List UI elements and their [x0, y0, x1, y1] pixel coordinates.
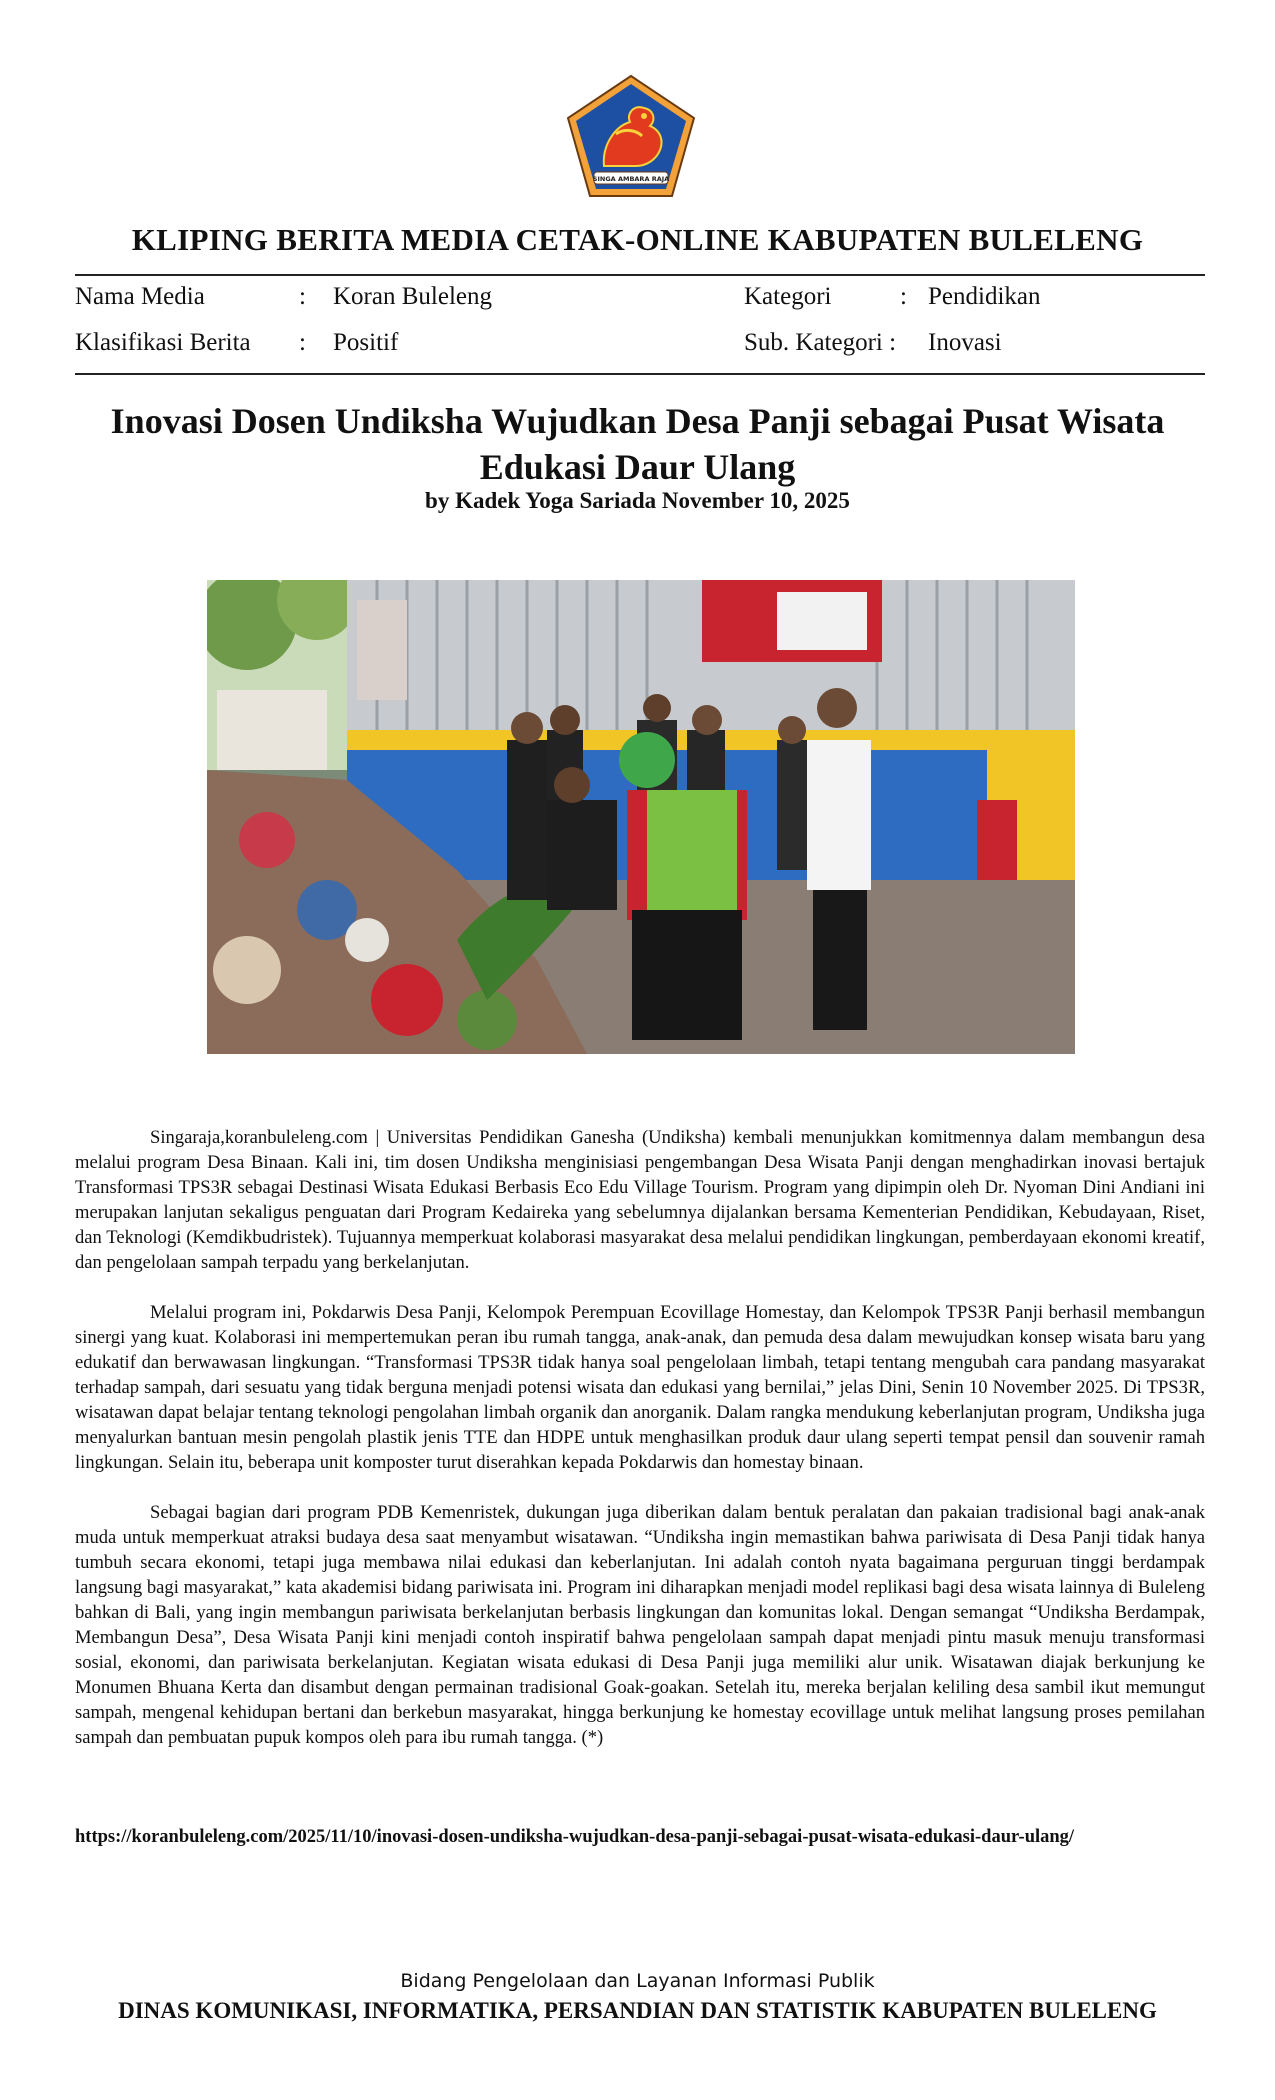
clipping-title: KLIPING BERITA MEDIA CETAK-ONLINE KABUPATEN BULELENG [131, 222, 1144, 257]
article-photo [207, 580, 1075, 1054]
regency-emblem-logo [564, 74, 698, 200]
sub-kategori-label: Sub. Kategori : [744, 329, 897, 356]
media-colon: : [299, 283, 306, 310]
svg-text:SINGA AMBARA RAJA: SINGA AMBARA RAJA [592, 175, 670, 183]
sub-kategori-value: Inovasi [928, 329, 1002, 356]
article-paragraph-2: Melalui program ini, Pokdarwis Desa Panji, Kelompok Perempuan Ecovillage Homestay, dan Kelompok TPS3R Panji berhasil membangun sinergi yang kuat. Kolaborasi ini mempertemukan peran ibu rumah tangga, anak-anak, dan pemuda desa dalam mewujudkan konsep wisata baru yang edukatif dan berwawasan lingkungan. “Transformasi TPS3R tidak hanya soal pengelolaan limbah, tetapi tentang mengubah cara pandang masyarakat terhadap sampah, dari sesuatu yang tidak berguna menjadi potensi wisata dan edukasi yang bernilai,” jelas Dini, Senin 10 November 2025. Di TPS3R, wisatawan dapat belajar tentang teknologi pengolahan limbah organik dan anorganik. Dalam rangka mendukung keberlanjutan program, Undiksha juga menyalurkan bantuan mesin pengolah plastik jenis TTE dan HDPE untuk menghasilkan produk daur ulang seperti tempat pensil dan souvenir ramah lingkungan. Selain itu, beberapa unit komposter turut diserahkan kepada Pokdarwis dan homestay binaan. [75, 1302, 1205, 1473]
klasifikasi-label: Klasifikasi Berita [75, 329, 251, 356]
article-paragraph-3: Sebagai bagian dari program PDB Kemenristek, dukungan juga diberikan dalam bentuk peralatan dan pakaian tradisional bagi anak-anak muda untuk memperkuat atraksi budaya desa saat menyambut wisatawan. “Undiksha ingin memastikan bahwa pariwisata di Desa Panji tidak hanya tumbuh secara ekonomi, tetapi juga membawa nilai edukasi dan keberlanjutan. Ini adalah contoh nyata bagaimana perguruan tinggi berdampak langsung bagi masyarakat,” kata akademisi bidang pariwisata ini. Program ini diharapkan menjadi model replikasi bagi desa wisata lainnya di Buleleng bahkan di Bali, yang ingin membangun pariwisata berkelanjutan berbasis lingkungan dan komunitas lokal. Dengan semangat “Undiksha Berdampak, Membangun Desa”, Desa Wisata Panji kini menjadi contoh inspiratif bahwa pengelolaan sampah dapat menjadi pintu masuk menuju transformasi sosial, ekonomi, dan pariwisata berkelanjutan. Kegiatan wisata edukasi di Desa Panji juga memiliki alur unik. Wisatawan diajak berkunjung ke Monumen Bhuana Kerta dan disambut dengan permainan tradisional Goak-goakan. Setelah itu, mereka berjalan keliling desa sambil ikut memungut sampah, mengenal kehidupan bertani dan berkebun masyarakat, hingga berkunjung ke homestay ecovillage untuk melihat langsung proses pemilahan sampah dan pembuatan pupuk kompos oleh para ibu rumah tangga. (*) [75, 1502, 1205, 1748]
footer-agency: DINAS KOMUNIKASI, INFORMATIKA, PERSANDIAN DAN STATISTIK KABUPATEN BULELENG [118, 1998, 1157, 2023]
article-headline [90, 398, 1185, 490]
article-byline: by Kadek Yoga Sariada November 10, 2025 [425, 488, 850, 513]
header-rule-bottom [75, 373, 1205, 375]
media-value: Koran Buleleng [333, 283, 492, 310]
footer-department: Bidang Pengelolaan dan Layanan Informasi Publik [400, 1970, 875, 1992]
kategori-colon: : [900, 283, 907, 310]
headline-line-1: Inovasi Dosen Undiksha Wujudkan Desa Panji sebagai Pusat Wisata [110, 401, 1165, 441]
article-body [75, 1125, 1205, 1775]
kategori-label: Kategori [744, 283, 832, 310]
klasifikasi-colon: : [299, 329, 306, 356]
header-rule-top [75, 274, 1205, 276]
media-label: Nama Media [75, 283, 205, 310]
kategori-value: Pendidikan [928, 283, 1041, 310]
klasifikasi-value: Positif [333, 329, 399, 356]
source-link[interactable]: https://koranbuleleng.com/2025/11/10/inovasi-dosen-undiksha-wujudkan-desa-panji-sebagai-pusat-wisata-edukasi-daur-ulang/ [75, 1827, 1075, 1847]
article-paragraph-1: Singaraja,koranbuleleng.com | Universitas Pendidikan Ganesha (Undiksha) kembali menunjukkan komitmennya dalam membangun desa melalui program Desa Binaan. Kali ini, tim dosen Undiksha menginisiasi pengembangan Desa Wisata Panji dengan menghadirkan inovasi bertajuk Transformasi TPS3R sebagai Destinasi Wisata Edukasi Berbasis Eco Edu Village Tourism. Program yang dipimpin oleh Dr. Nyoman Dini Andiani ini merupakan lanjutan sekaligus penguatan dari Program Kedaireka yang sebelumnya dijalankan bersama Kementerian Pendidikan, Kebudayaan, Riset, dan Teknologi (Kemdikbudristek). Tujuannya memperkuat kolaborasi masyarakat desa melalui pendidikan lingkungan, pemberdayaan ekonomi kreatif, dan pengelolaan sampah terpadu yang berkelanjutan. [75, 1127, 1205, 1273]
headline-line-2: Edukasi Daur Ulang [479, 447, 796, 487]
